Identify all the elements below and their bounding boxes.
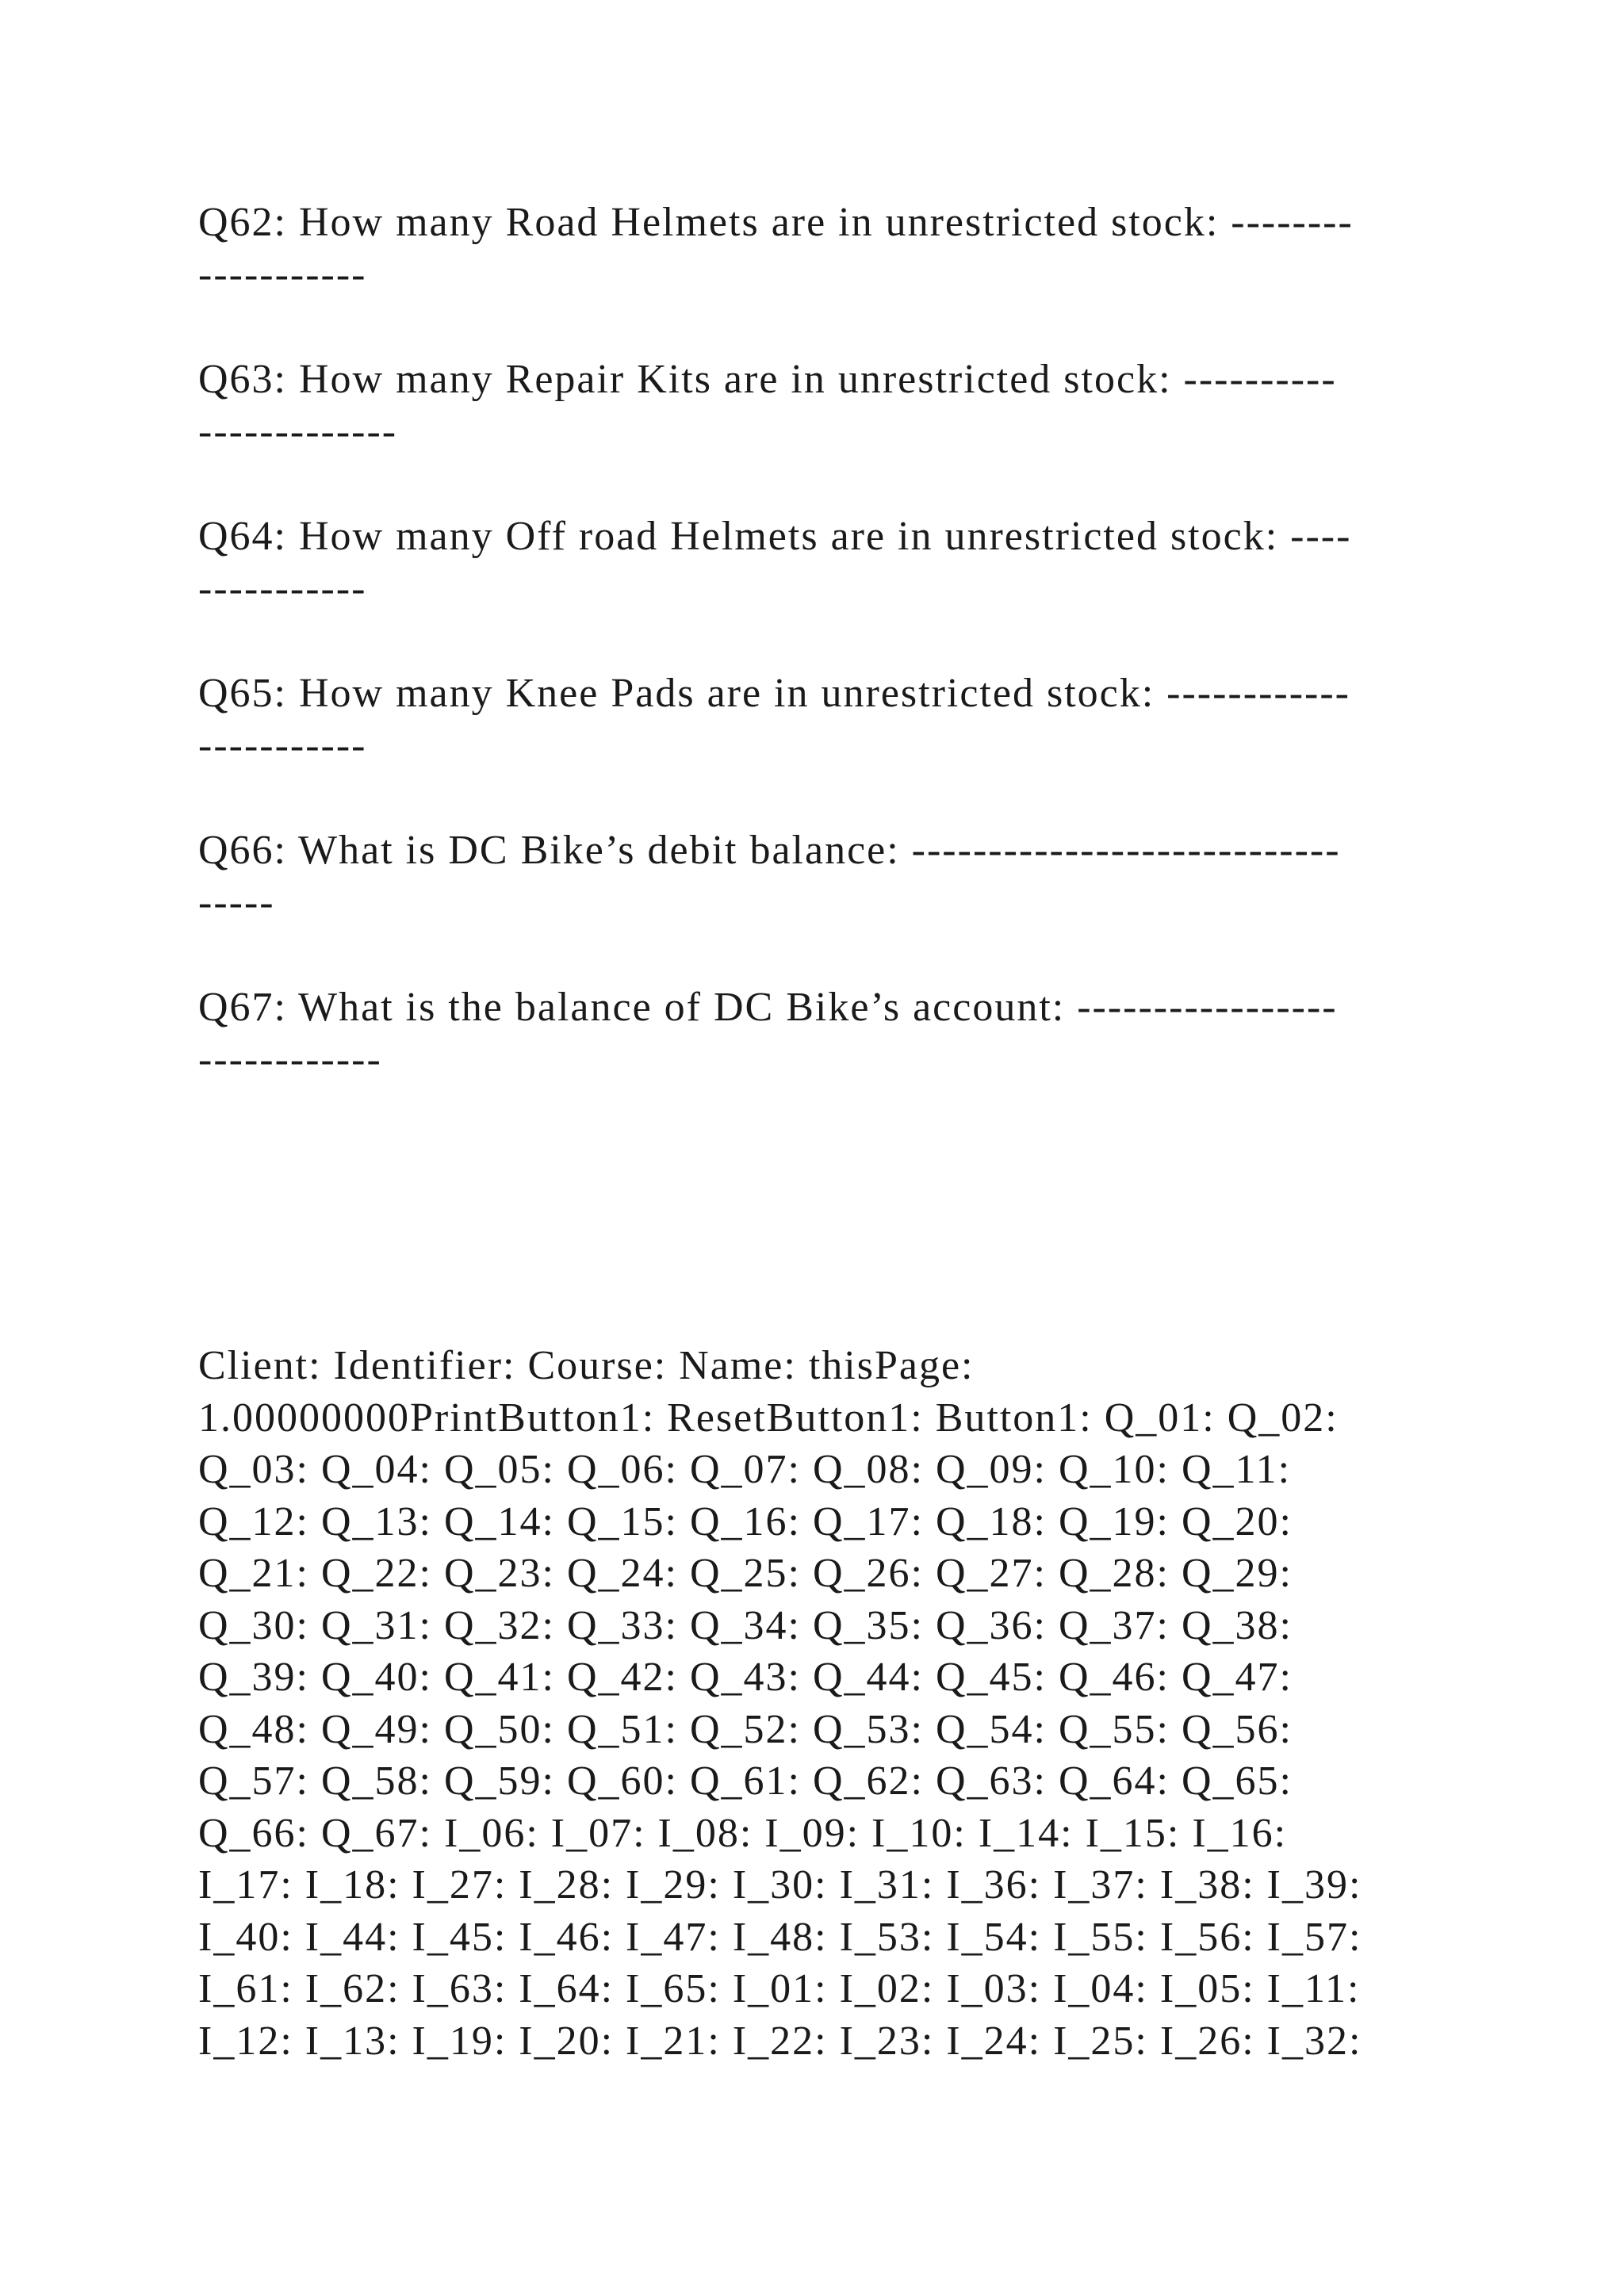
form-field-list <box>198 1340 1435 2067</box>
field-list-line: Q_03: Q_04: Q_05: Q_06: Q_07: Q_08: Q_09: Q_10: Q_11: <box>198 1447 1292 1492</box>
field-list-line: I_61: I_62: I_63: I_64: I_65: I_01: I_02: I_03: I_04: I_05: I_11: <box>198 1966 1361 2011</box>
answer-blank: ------------- <box>198 409 398 454</box>
field-list-line: Client: Identifier: Course: Name: thisPage: <box>198 1343 975 1388</box>
answer-blank: ----------- <box>198 566 367 611</box>
field-list-line: Q_66: Q_67: I_06: I_07: I_08: I_09: I_10: I_14: I_15: I_16: <box>198 1810 1288 1856</box>
answer-blank: ----------- <box>198 723 367 768</box>
field-list-line: Q_57: Q_58: Q_59: Q_60: Q_61: Q_62: Q_63: Q_64: Q_65: <box>198 1758 1293 1804</box>
field-list-line: Q_30: Q_31: Q_32: Q_33: Q_34: Q_35: Q_36: Q_37: Q_38: <box>198 1602 1293 1648</box>
answer-blank: ----- <box>198 880 275 925</box>
answer-blank: ------------ <box>198 1037 382 1082</box>
field-list-line: Q_48: Q_49: Q_50: Q_51: Q_52: Q_53: Q_54: Q_55: Q_56: <box>198 1706 1293 1752</box>
field-list-line: I_12: I_13: I_19: I_20: I_21: I_22: I_23: I_24: I_25: I_26: I_32: <box>198 2018 1362 2064</box>
question-text: Q63: How many Repair Kits are in unrestricted stock: ---------- <box>198 357 1337 402</box>
field-list-line: 1.00000000PrintButton1: ResetButton1: Button1: Q_01: Q_02: <box>198 1395 1339 1441</box>
question-q63 <box>198 354 1435 458</box>
question-q64 <box>198 511 1435 615</box>
question-text: Q64: How many Off road Helmets are in unrestricted stock: ---- <box>198 514 1352 559</box>
question-q65 <box>198 668 1435 772</box>
question-text: Q67: What is the balance of DC Bike’s account: ----------------- <box>198 985 1338 1030</box>
answer-blank: ----------- <box>198 252 367 297</box>
question-q66 <box>198 825 1435 929</box>
question-text: Q62: How many Road Helmets are in unrestricted stock: -------- <box>198 200 1354 245</box>
field-list-line: I_17: I_18: I_27: I_28: I_29: I_30: I_31: I_36: I_37: I_38: I_39: <box>198 1862 1362 1908</box>
field-list-line: Q_39: Q_40: Q_41: Q_42: Q_43: Q_44: Q_45: Q_46: Q_47: <box>198 1655 1293 1700</box>
field-list-line: Q_12: Q_13: Q_14: Q_15: Q_16: Q_17: Q_18: Q_19: Q_20: <box>198 1498 1293 1544</box>
question-q67 <box>198 982 1435 1086</box>
question-q62 <box>198 197 1435 301</box>
field-list-line: I_40: I_44: I_45: I_46: I_47: I_48: I_53: I_54: I_55: I_56: I_57: <box>198 1914 1362 1960</box>
field-list-line: Q_21: Q_22: Q_23: Q_24: Q_25: Q_26: Q_27: Q_28: Q_29: <box>198 1551 1293 1596</box>
question-text: Q66: What is DC Bike’s debit balance: ---------------------------- <box>198 828 1341 873</box>
question-text: Q65: How many Knee Pads are in unrestricted stock: ------------ <box>198 671 1350 716</box>
